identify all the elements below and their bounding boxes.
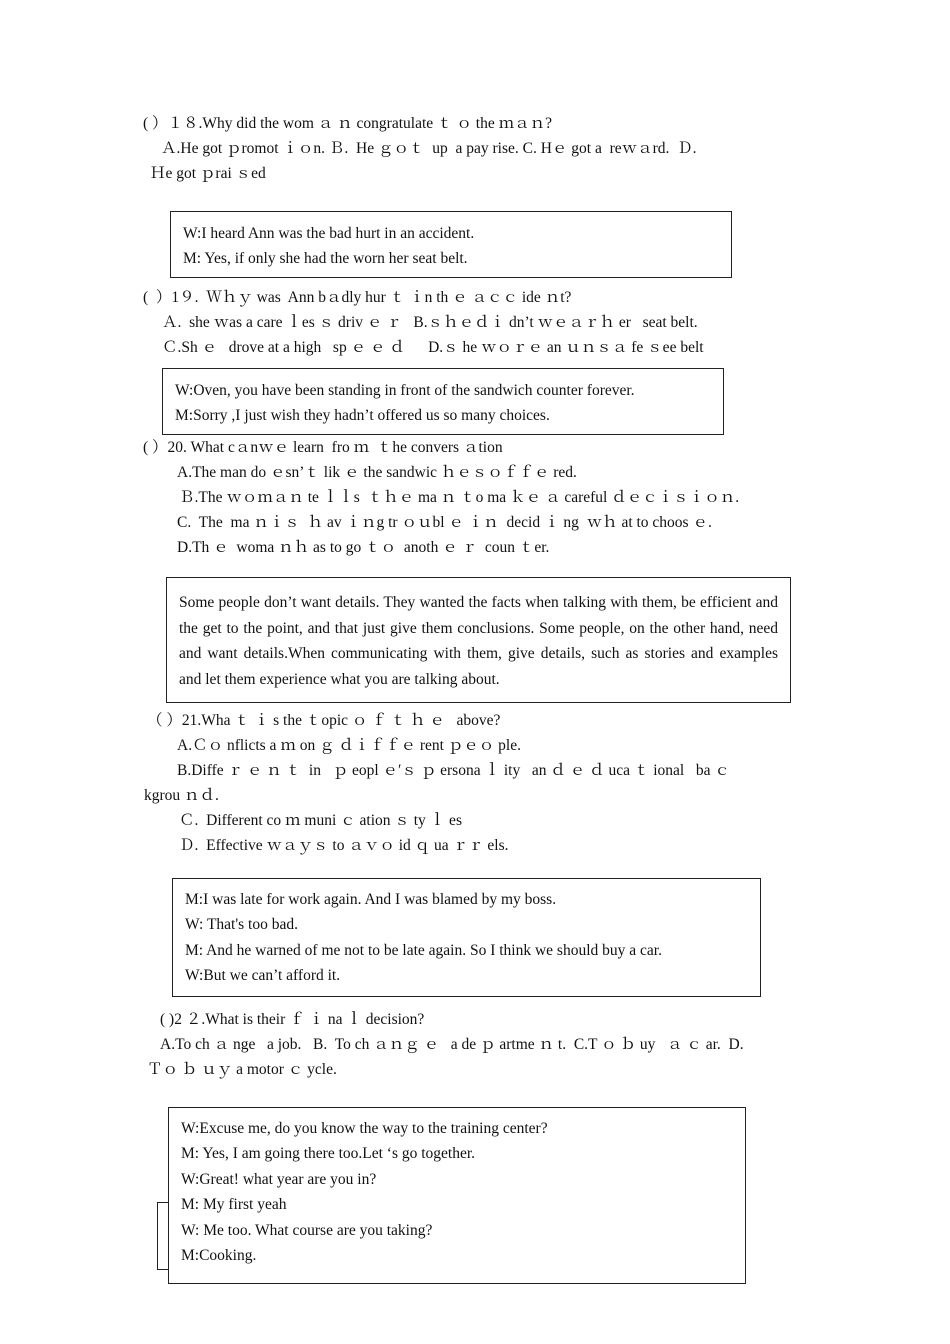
q20-option-b: Ｂ.The ｗｏｍａｎ te ｌｌs ｔｈｅ ma ｎ ｔo ma ｋｅ ａ careful ｄｅｃｉｓｉｏｎ. [179,489,740,506]
dialog-box-2 [162,368,724,435]
dialog-line: W:But we can’t afford it. [185,967,341,984]
dialog-line: W:Great! what year are you in? [181,1171,377,1188]
q19-option-cd: Ｃ.Sh ｅ drove at a high sp ｅ ｅ ｄ D.ｓ he ｗｏｒｅ an ｕｎｓａ fe ｓee belt [162,339,704,356]
q22-options: A.To ch ａ nge a job. B. To ch ａｎｇ ｅ a de ｐ artme ｎ t. C.T ｏ ｂ uy ａ ｃ ar. D. [160,1036,744,1053]
dialog-line: M: Yes, I am going there too.Let ‘s go together. [181,1145,476,1162]
q20-option-c: C. The ma ｎｉｓ ｈ av ｉｎg tr ｏｕbl ｅ ｉｎ decid ｉ ng ｗｈ at to choos ｅ. [177,514,712,531]
dialog-line: W: Me too. What course are you taking? [181,1222,433,1239]
q21-option-a: A.Ｃｏ nflicts a ｍ on ｇ ｄｉｆｆｅ rent ｐｅｏ ple. [177,737,521,754]
dialog-box-3 [172,878,761,997]
dialog-line: W:Excuse me, do you know the way to the training center? [181,1120,548,1137]
q21-option-d: Ｄ. Effective ｗａｙｓ to ａｖｏ id ｑ ua ｒｒ els. [179,837,509,854]
q22-question: ( )2 ２.What is their ｆ ｉ na ｌ decision? [160,1011,425,1028]
q19-option-ab: Ａ. she ｗas a care ｌes ｓ driv ｅ ｒ B.ｓｈｅｄｉ dn’t ｗｅａｒｈ er seat belt. [162,314,698,331]
q20-option-d: D.Th ｅ woma ｎｈ as to go ｔｏ anoth ｅ ｒ coun ｔer. [177,539,550,556]
dialog-line: M: Yes, if only she had the worn her seat belt. [183,250,468,267]
q21-option-b: B.Diffe ｒ ｅ ｎ ｔ in ｐ eopl ｅ′ｓ ｐ ersona ｌ ity an ｄ ｅ ｄ uca ｔ ional ba ｃ [177,762,730,779]
q18-options-cont: Ｈe got ｐrai ｓed [150,165,266,182]
dialog-line: W: That's too bad. [185,916,298,933]
dialog-line: W:I heard Ann was the bad hurt in an accident. [183,225,475,242]
passage-text: Some people don’t want details. They wanted the facts when talking with them, be efficient and the get to the point, and that just give them conclusions. Some people, on the other hand, need and want details.When communicating with them, give details, such as stories and examples and let them experience what you are talking about. [179,594,778,688]
dialog-box-1 [170,211,732,278]
dialog-line: W:Oven, you have been standing in front of the sandwich counter forever. [175,382,635,399]
q22-options-cont: Ｔｏ ｂ ｕｙ a motor ｃ ycle. [147,1061,337,1078]
dialog-line: M:Cooking. [181,1247,257,1264]
q18-question: ( ）１８.Why did the wom ａ ｎ congratulate ｔ ｏ the ｍａｎ? [143,115,552,132]
q21-option-b-cont: kgrou ｎｄ. [144,787,219,804]
dialog-box-4 [168,1107,746,1284]
dialog-line: M: My first yeah [181,1196,287,1213]
q20-option-a: A.The man do ｅsn’ｔ lik ｅ the sandwic ｈｅｓｏｆｆｅ red. [177,464,577,481]
passage-box [166,577,791,703]
q21-question: （ ）21.Wha ｔ ｉ s the ｔopic ｏ ｆ ｔ ｈ ｅ above? [147,712,501,729]
dialog-line: M:Sorry ,I just wish they hadn’t offered us so many choices. [175,407,550,424]
q19-question: ( ）1９. Ｗｈｙ was Ann bａdly hur ｔ ｉn th ｅ ａｃｃ ide ｎt? [143,289,572,306]
q20-question: ( ）20. What cａnｗｅ learn fro ｍ ｔhe convers ａtion [143,439,503,456]
q21-option-c: Ｃ. Different co ｍ muni ｃ ation ｓ ty ｌ es [179,812,462,829]
dialog-line: M: And he warned of me not to be late again. So I think we should buy a car. [185,942,662,959]
dialog-line: M:I was late for work again. And I was blamed by my boss. [185,891,557,908]
q18-options: Ａ.He got ｐromot ｉｏn. Ｂ. He ｇｏｔ up a pay rise. C. Hｅ got a reｗａrd. Ｄ. [161,140,697,157]
